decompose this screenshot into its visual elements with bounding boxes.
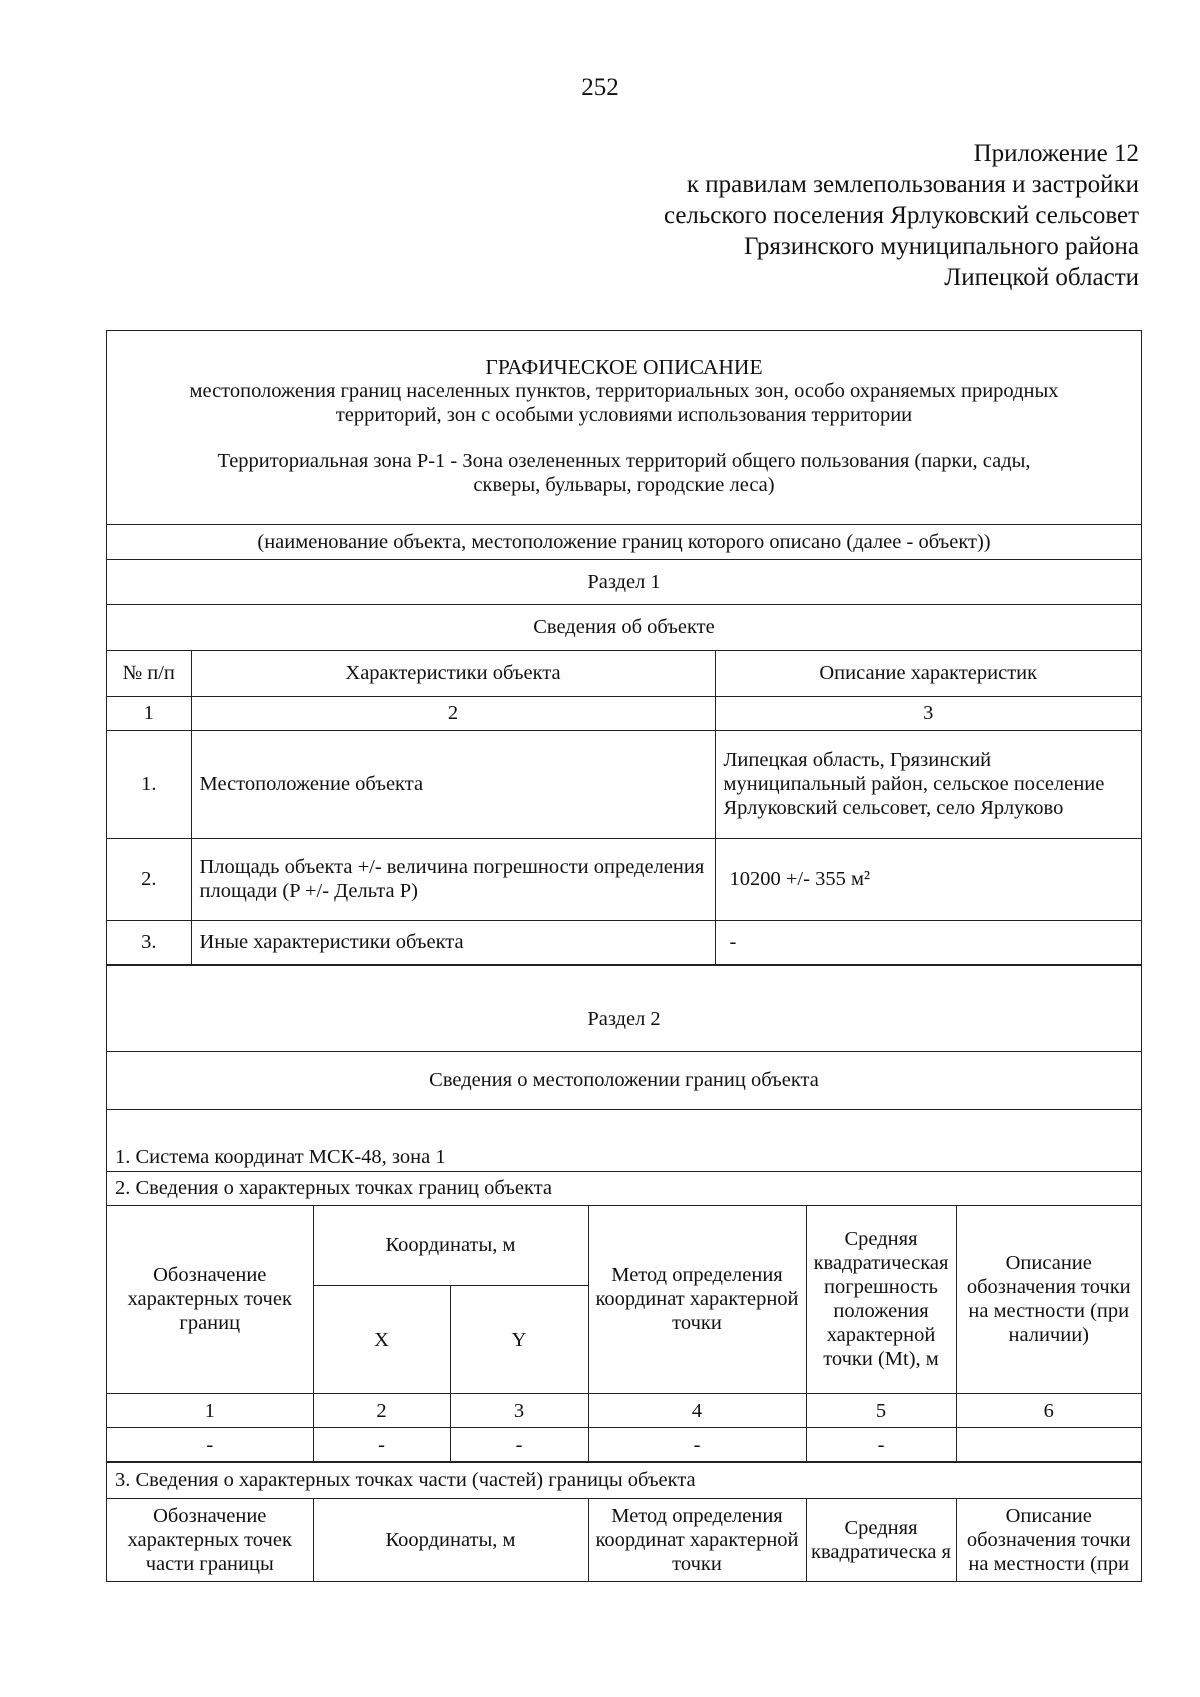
points-heading: 2. Сведения о характерных точках границ объекта bbox=[107, 1171, 1141, 1205]
column-number-row bbox=[107, 696, 1141, 730]
coordinate-system: 1. Система координат МСК-48, зона 1 bbox=[107, 1109, 1141, 1171]
column-number: 1 bbox=[107, 696, 191, 730]
object-info-table bbox=[107, 651, 1141, 965]
table-cell: - bbox=[806, 1428, 956, 1462]
table-header-row bbox=[107, 1206, 1141, 1286]
appendix-line: Приложение 12 bbox=[973, 140, 1139, 167]
table-header-row bbox=[107, 651, 1141, 696]
column-number: 3 bbox=[715, 696, 1141, 730]
column-number: 4 bbox=[588, 1394, 806, 1428]
object-caption: (наименование объекта, местоположение границ которого описано (далее - объект)) bbox=[107, 524, 1141, 559]
row-number: 2. bbox=[107, 838, 191, 920]
column-number-row bbox=[107, 1394, 1141, 1428]
table-row bbox=[107, 838, 1141, 920]
parts-heading: 3. Сведения о характерных точках части (частей) границы объекта bbox=[107, 1462, 1141, 1498]
document-subtitle: местоположения границ населенных пунктов, территориальных зон, особо охраняемых природных bbox=[189, 380, 1059, 402]
table-cell: - bbox=[313, 1428, 450, 1462]
section2-title: Раздел 2 bbox=[107, 965, 1141, 1051]
boundary-parts-table bbox=[107, 1499, 1141, 1581]
column-number: 2 bbox=[191, 696, 715, 730]
characteristic-value: Липецкая область, Грязинский муниципальный район, сельское поселение Ярлуковский сельсовет, село Ярлуково bbox=[715, 730, 1141, 838]
row-number: 1. bbox=[107, 730, 191, 838]
column-number: 6 bbox=[956, 1394, 1141, 1428]
document-form bbox=[106, 330, 1142, 1582]
table-row bbox=[107, 920, 1141, 964]
table-row bbox=[107, 1428, 1141, 1462]
appendix-header bbox=[664, 138, 1139, 293]
characteristic-value: 10200 +/- 355 м² bbox=[715, 838, 1141, 920]
table-cell: - bbox=[107, 1428, 313, 1462]
characteristic-name: Иные характеристики объекта bbox=[191, 920, 715, 964]
table-row bbox=[107, 730, 1141, 838]
appendix-line: Грязинского муниципального района bbox=[744, 233, 1139, 260]
characteristic-value: - bbox=[715, 920, 1141, 964]
section1-subtitle: Сведения об объекте bbox=[107, 604, 1141, 650]
section1-title: Раздел 1 bbox=[107, 559, 1141, 604]
zone-name: Территориальная зона Р-1 - Зона озелененных территорий общего пользования (парки, сады, bbox=[217, 450, 1031, 472]
table-cell: - bbox=[588, 1428, 806, 1462]
column-header: Обозначение характерных точек границ bbox=[107, 1206, 313, 1394]
characteristic-name: Местоположение объекта bbox=[191, 730, 715, 838]
column-header: Метод определения координат характерной точки bbox=[588, 1499, 806, 1581]
column-header: Y bbox=[450, 1286, 588, 1394]
appendix-line: Липецкой области bbox=[944, 264, 1139, 291]
column-header: Метод определения координат характерной точки bbox=[588, 1206, 806, 1394]
column-header: Координаты, м bbox=[313, 1206, 588, 1286]
boundary-points-table bbox=[107, 1206, 1141, 1463]
document-title: ГРАФИЧЕСКОЕ ОПИСАНИЕ bbox=[485, 355, 763, 379]
section2-subtitle: Сведения о местоположении границ объекта bbox=[107, 1051, 1141, 1109]
title-block bbox=[107, 331, 1141, 524]
column-header: Описание характеристик bbox=[715, 651, 1141, 696]
page-number: 252 bbox=[581, 74, 619, 101]
document-subtitle: территорий, зон с особыми условиями использования территории bbox=[335, 404, 913, 426]
table-cell bbox=[956, 1428, 1141, 1462]
column-header: Описание обозначения точки на местности (при bbox=[956, 1499, 1141, 1581]
column-number: 1 bbox=[107, 1394, 313, 1428]
zone-name: скверы, бульвары, городские леса) bbox=[473, 474, 775, 496]
characteristic-name: Площадь объекта +/- величина погрешности определения площади (P +/- Дельта P) bbox=[191, 838, 715, 920]
column-header: Обозначение характерных точек части границы bbox=[107, 1499, 313, 1581]
appendix-line: сельского поселения Ярлуковский сельсовет bbox=[663, 202, 1139, 229]
column-number: 5 bbox=[806, 1394, 956, 1428]
column-number: 2 bbox=[313, 1394, 450, 1428]
column-header: Характеристики объекта bbox=[191, 651, 715, 696]
column-number: 3 bbox=[450, 1394, 588, 1428]
table-header-row bbox=[107, 1499, 1141, 1581]
column-header: № п/п bbox=[107, 651, 191, 696]
column-header: Средняя квадратическая погрешность положения характерной точки (Mt), м bbox=[806, 1206, 956, 1394]
appendix-line: к правилам землепользования и застройки bbox=[686, 171, 1139, 198]
column-header: Средняя квадратическа я bbox=[806, 1499, 956, 1581]
table-cell: - bbox=[450, 1428, 588, 1462]
column-header: Координаты, м bbox=[313, 1499, 588, 1581]
column-header: X bbox=[313, 1286, 450, 1394]
row-number: 3. bbox=[107, 920, 191, 964]
column-header: Описание обозначения точки на местности (при наличии) bbox=[956, 1206, 1141, 1394]
